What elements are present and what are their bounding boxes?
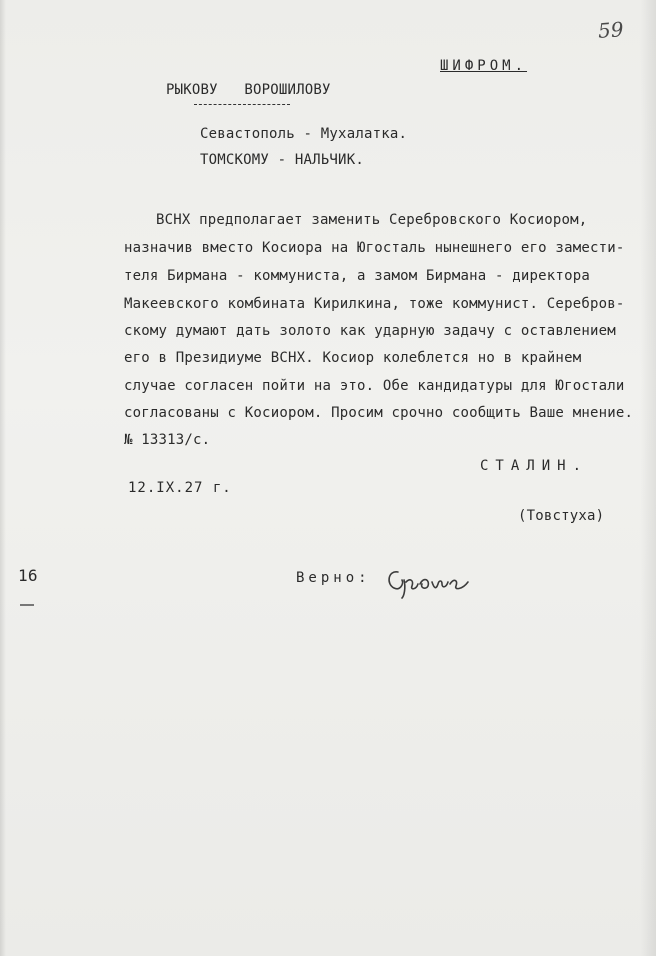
document-date: 12.IX.27 г. — [128, 480, 232, 496]
page-number: 59 — [597, 17, 625, 43]
body-line: теля Бирмана - коммуниста, а замом Бирмана - директора — [124, 268, 590, 284]
body-line: случае согласен пойти на это. Обе кандидатуры для Югостали — [124, 378, 625, 394]
body-line: согласованы с Косиором. Просим срочно сообщить Ваше мнение. — [124, 405, 634, 421]
margin-number: 16 — [18, 566, 38, 585]
body-line: назначив вместо Косиора на Югосталь нынешнего его замести- — [124, 240, 625, 256]
cipher-label: ШИФРОМ. — [440, 58, 528, 74]
body-line: ВСНХ предполагает заменить Серебровского Косиором, — [156, 212, 588, 228]
address-line-1: Севастополь - Мухалатка. — [200, 126, 408, 142]
secretary-name: (Товстуха) — [518, 508, 605, 524]
body-line: скому думают дать золото как ударную задачу с оставлением — [124, 323, 616, 339]
verified-label: Верно: — [296, 570, 371, 586]
addressee-underline — [194, 104, 290, 105]
document-number: № 13313/с. — [124, 432, 211, 448]
body-line: его в Президиуме ВСНХ. Косиор колеблется но в крайнем — [124, 350, 582, 366]
signature-stalin: СТАЛИН. — [480, 458, 589, 474]
margin-mark — [20, 604, 34, 606]
body-line: Макеевского комбината Кирилкина, тоже коммунист. Серебров- — [124, 296, 625, 312]
handwritten-signature — [384, 562, 476, 600]
address-line-2: ТОМСКОМУ - НАЛЬЧИК. — [200, 152, 364, 168]
addressees: РЫКОВУ ВОРОШИЛОВУ — [166, 82, 331, 98]
